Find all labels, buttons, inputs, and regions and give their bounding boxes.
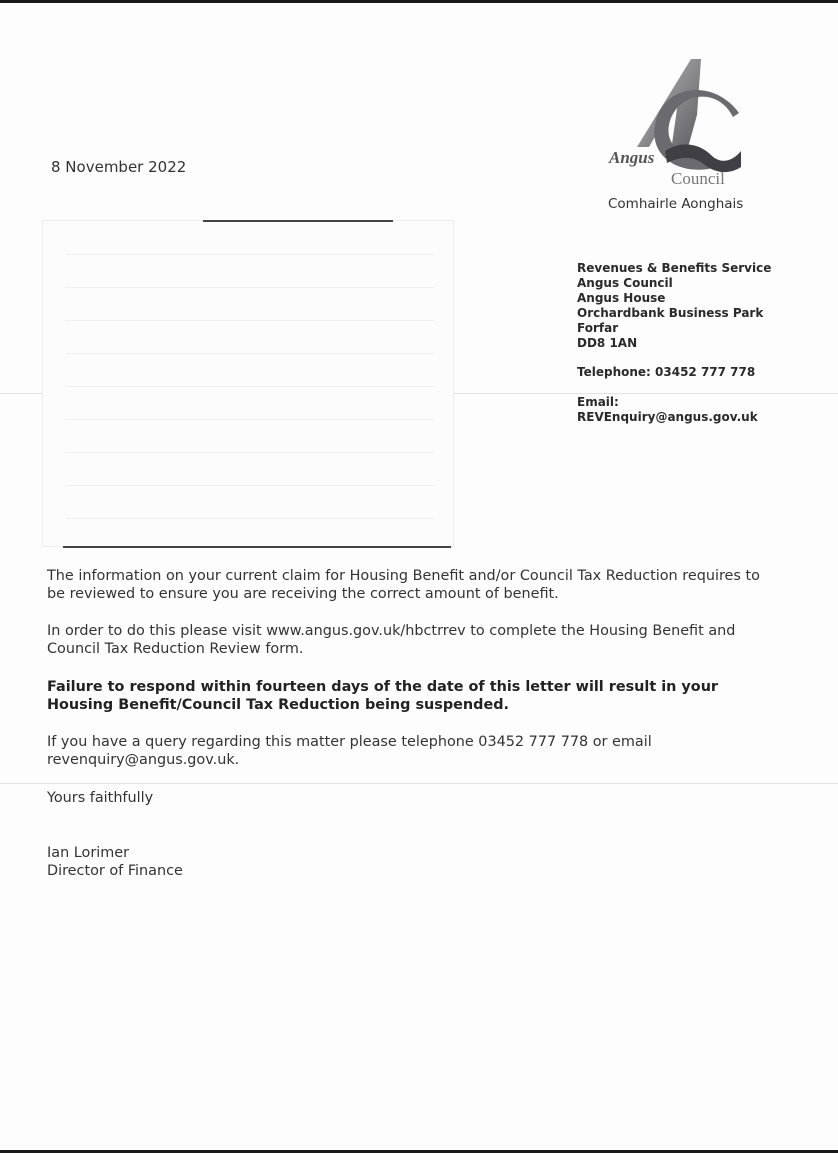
angus-council-logo-icon: [605, 55, 745, 190]
window-line: [65, 419, 435, 420]
sender-organisation: Angus Council: [577, 276, 673, 290]
window-edge: [63, 546, 451, 548]
address-window: [42, 220, 454, 547]
sender-building: Angus House: [577, 291, 666, 305]
window-line: [65, 287, 435, 288]
sender-email-block: [577, 395, 758, 425]
letter-date: 8 November 2022: [51, 158, 187, 176]
warning-paragraph: Failure to respond within fourteen days of the date of this letter will result in your Housing Benefit/Council Tax Reduction being suspended.: [47, 679, 719, 713]
window-line: [65, 353, 435, 354]
body-paragraph: The information on your current claim for Housing Benefit and/or Council Tax Reduction requires to be reviewed to ensure you are receiving the correct amount of benefit.: [47, 568, 760, 602]
sender-postcode: DD8 1AN: [577, 336, 638, 350]
fold-line: [0, 783, 838, 784]
window-line: [65, 485, 435, 486]
body-paragraph: In order to do this please visit www.angus.gov.uk/hbctrrev to complete the Housing Benefit and Council Tax Reduction Review form.: [47, 623, 736, 657]
logo-text-angus: Angus: [609, 148, 655, 167]
sender-email: REVEnquiry@angus.gov.uk: [577, 410, 758, 424]
window-line: [65, 518, 435, 519]
window-line: [65, 452, 435, 453]
sender-email-label: Email:: [577, 395, 619, 409]
page-top-edge: [0, 0, 838, 3]
sender-telephone: Telephone: 03452 777 778: [577, 365, 756, 379]
sender-street: Orchardbank Business Park: [577, 306, 764, 320]
signatory-title: Director of Finance: [47, 863, 183, 879]
sender-department: Revenues & Benefits Service: [577, 261, 772, 275]
sender-town: Forfar: [577, 321, 619, 335]
logo-tagline: Comhairle Aonghais: [608, 196, 744, 212]
sender-address: [577, 261, 771, 351]
body-paragraph: If you have a query regarding this matter please telephone 03452 777 778 or email revenquiry@angus.gov.uk.: [47, 734, 652, 768]
window-line: [65, 386, 435, 387]
window-line: [65, 320, 435, 321]
window-line: [65, 254, 435, 255]
logo-text-council: Council: [671, 169, 725, 188]
closing: Yours faithfully: [47, 790, 154, 806]
signatory-name: Ian Lorimer: [47, 845, 130, 861]
window-edge: [203, 220, 393, 222]
